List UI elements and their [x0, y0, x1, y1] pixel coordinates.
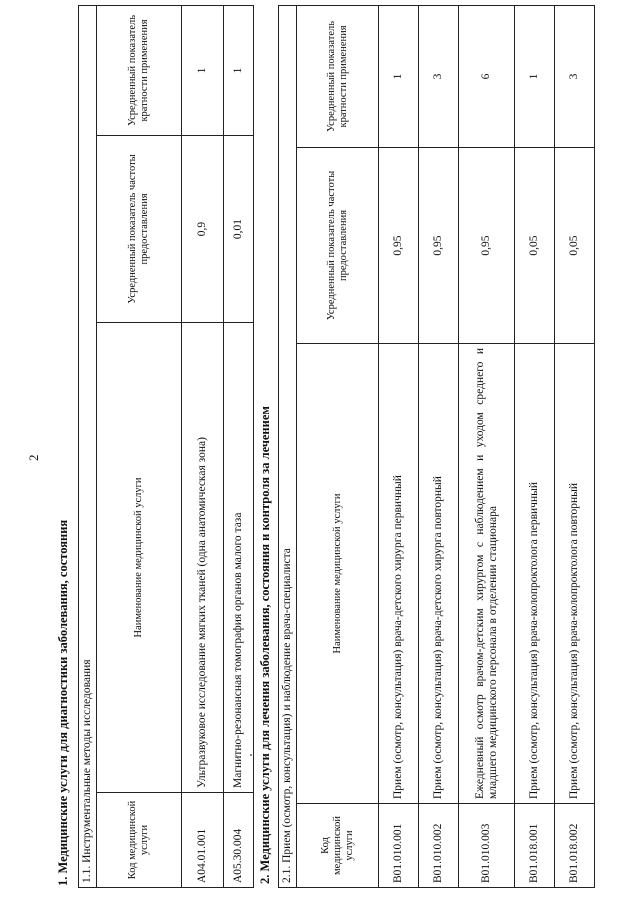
- header-frequency: Усредненный показатель частоты предоставления: [297, 148, 379, 344]
- page-number: 2: [26, 454, 41, 461]
- header-name: Наименование медицинской услуги: [297, 344, 379, 804]
- cell-name: Ежедневный осмотр врачом-детским хирургом с наблюдением и уходом среднего и младшего медицинского персонала в отделении стационара: [459, 344, 515, 804]
- header-code: Код медицинской услуги: [297, 804, 379, 888]
- section-1-title: 1. Медицинские услуги для диагностики заболевания, состояния: [56, 519, 70, 886]
- cell-multiplicity: 1: [182, 5, 224, 135]
- scan-speck: [250, 754, 252, 756]
- cell-multiplicity: 3: [555, 5, 595, 147]
- header-code: Код медицинской услуги: [97, 793, 182, 888]
- cell-frequency: 0,95: [419, 148, 459, 344]
- cell-name: Прием (осмотр, консультация) врача-детского хирурга повторный: [419, 344, 459, 804]
- table-row: [379, 5, 419, 887]
- header-name: Наименование медицинской услуги: [97, 323, 182, 793]
- cell-multiplicity: 1: [224, 5, 254, 135]
- cell-multiplicity: 3: [419, 5, 459, 147]
- header-frequency: Усредненный показатель частоты предоставления: [97, 136, 182, 323]
- table-row: [459, 5, 515, 887]
- cell-frequency: 0,95: [459, 148, 515, 344]
- cell-frequency: 0,05: [555, 148, 595, 344]
- cell-code: A05.30.004: [224, 793, 254, 888]
- cell-code: B01.010.001: [379, 804, 419, 888]
- table-row: [515, 5, 555, 887]
- cell-name: Прием (осмотр, консультация) врача-колопроктолога первичный: [515, 344, 555, 804]
- section-2-title: 2. Медицинские услуги для лечения заболевания, состояния и контроля за лечением: [258, 406, 272, 884]
- header-multiplicity: Усредненный показатель кратности применения: [297, 5, 379, 147]
- cell-code: B01.010.003: [459, 804, 515, 888]
- cell-name: Магнитно-резонансная томография органов малого таза: [224, 323, 254, 793]
- cell-name: Прием (осмотр, консультация) врача-колопроктолога повторный: [555, 344, 595, 804]
- table-row: [555, 5, 595, 887]
- table-section-2: [278, 5, 595, 888]
- cell-frequency: 0,01: [224, 136, 254, 323]
- subsection-1-1: 1.1. Инструментальные методы исследования: [79, 5, 97, 887]
- table-row: [182, 5, 224, 887]
- cell-code: B01.018.001: [515, 804, 555, 888]
- cell-frequency: 0,9: [182, 136, 224, 323]
- subsection-2-1: 2.1. Прием (осмотр, консультация) и наблюдение врача-специалиста: [279, 5, 297, 887]
- cell-frequency: 0,05: [515, 148, 555, 344]
- table-row: [419, 5, 459, 887]
- table-section-1: [78, 5, 254, 888]
- cell-multiplicity: 6: [459, 5, 515, 147]
- cell-name: Ультразвуковое исследование мягких тканей (одна анатомическая зона): [182, 323, 224, 793]
- cell-name: Прием (осмотр, консультация) врача-детского хирурга первичный: [379, 344, 419, 804]
- cell-code: B01.018.002: [555, 804, 595, 888]
- cell-multiplicity: 1: [379, 5, 419, 147]
- cell-code: A04.01.001: [182, 793, 224, 888]
- cell-frequency: 0,95: [379, 148, 419, 344]
- cell-multiplicity: 1: [515, 5, 555, 147]
- cell-code: B01.010.002: [419, 804, 459, 888]
- header-multiplicity: Усредненный показатель кратности применения: [97, 5, 182, 135]
